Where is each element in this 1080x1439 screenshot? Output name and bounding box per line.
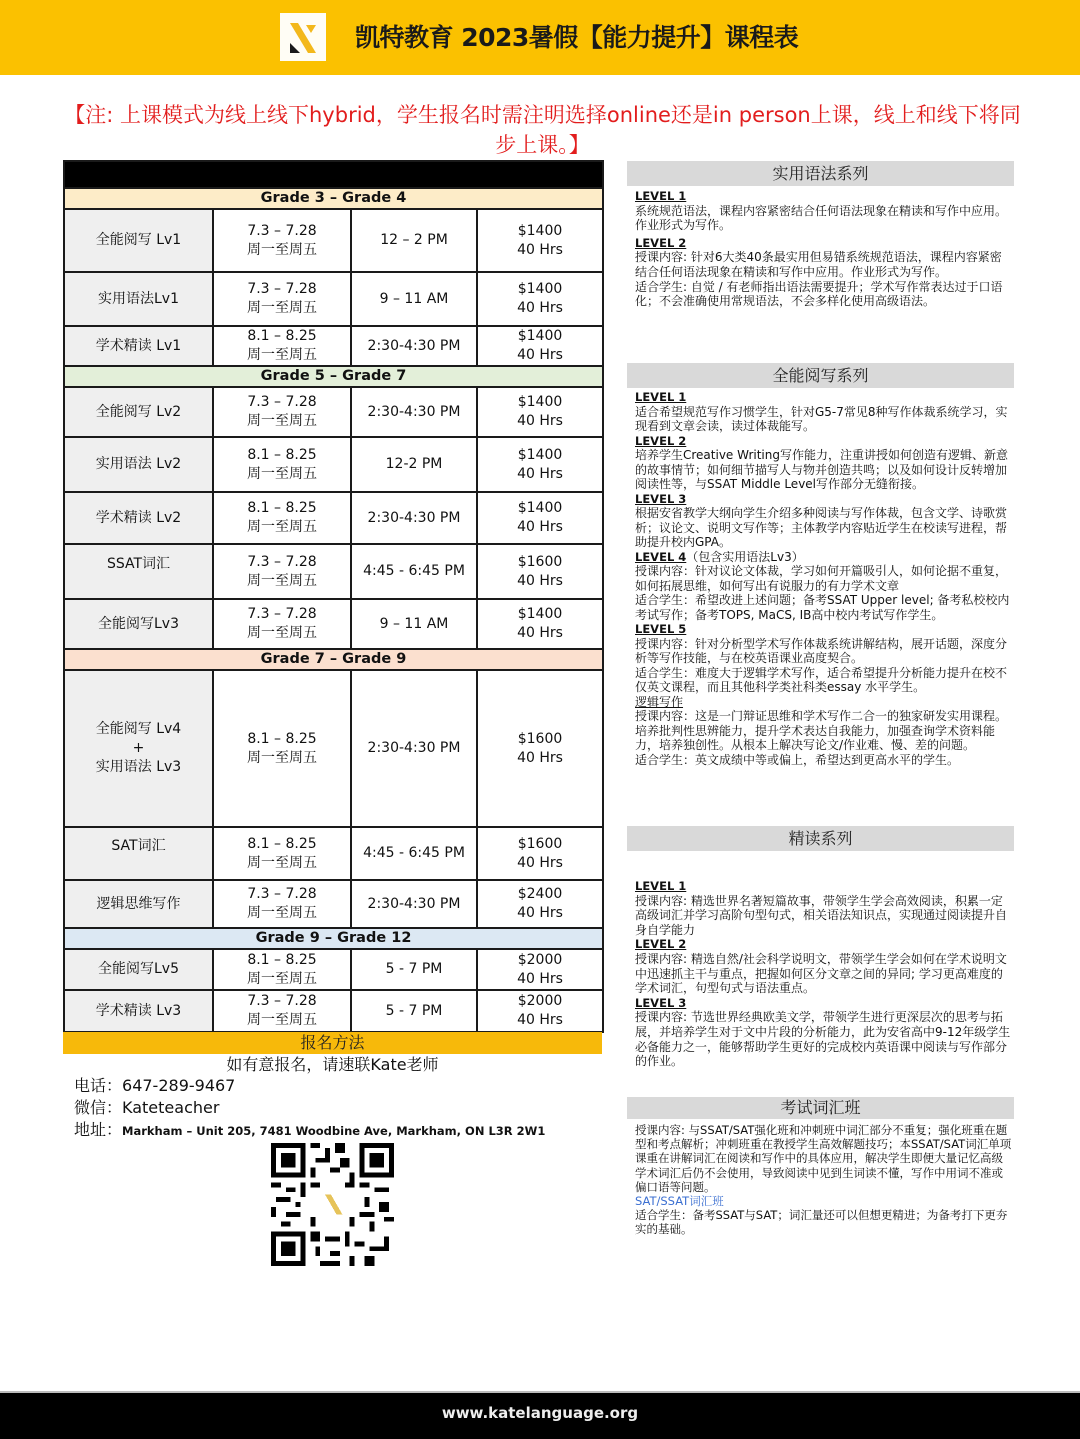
level-description: 授课内容：针对分析型学术写作体裁系统讲解结构，展开话题，深度分析等写作技能，与在校英语课业高度契合。 [635,636,1008,665]
course-name: SSAT词汇 [64,544,213,599]
level-description: 授课内容: 精选自然/社会科学说明文，带领学生学会如何在学术说明文中迅速抓主干与重点，把握如何区分文章之间的异同; 学习更高难度的学术词汇，句型句式与语法重点。 [635,951,1007,996]
course-dates: 8.1 – 8.25 周一至周五 [213,492,351,544]
level-label: LEVEL 1 [635,879,687,893]
phone-number[interactable]: 647-289-9467 [122,1076,236,1095]
course-time: 2:30-4:30 PM [351,326,477,366]
level-description: 系统规范语法，课程内容紧密结合任何语法现象在精读和写作中应用。作业形式为写作。 [635,203,1008,233]
table-row [64,209,603,272]
contact-wechat: 微信：Kateteacher [74,1098,220,1117]
grade-header: Grade 3 – Grade 4 [64,188,603,209]
table-row [64,272,603,326]
course-time: 9 – 11 AM [351,272,477,326]
course-time: 9 – 11 AM [351,599,477,649]
contact-address: 地址：Markham – Unit 205, 7481 Woodbine Ave, Markham, ON L3R 2W1 [74,1120,546,1139]
table-row [64,827,603,880]
enroll-instruction: 如有意报名，请速联Kate老师 [226,1055,439,1074]
course-price: $2000 40 Hrs [477,990,603,1032]
course-time: 4:45 - 6:45 PM [351,544,477,599]
course-time: 2:30-4:30 PM [351,670,477,827]
course-dates: 8.1 – 8.25 周一至周五 [213,670,351,827]
level-description: 授课内容：这是一门辩证思维和学术写作二合一的独家研发实用课程。培养批判性思辨能力，提升学术表达自我能力，加强查询学术资料能力，培养独创性。从根本上解决写论文/作业难、慢、差的问题。 [635,709,1008,752]
schedule-table [63,160,604,1033]
course-time: 5 - 7 PM [351,990,477,1032]
course-name: SAT词汇 [64,827,213,880]
course-time: 5 - 7 PM [351,949,477,990]
level-label: LEVEL 5 [635,622,687,636]
course-dates: 7.3 – 7.28 周一至周五 [213,599,351,649]
course-price: $2000 40 Hrs [477,949,603,990]
vocab-class [627,1097,1014,1237]
enroll-heading: 报名方法 [63,1032,602,1054]
course-name: 全能阅写 Lv2 [64,387,213,437]
course-name: 全能阅写 Lv4 + 实用语法 Lv3 [64,670,213,827]
level-suitable: 适合学生：难度大于逻辑学术写作，适合希望提升分析能力提升在校不仅英文课程，而且其他科学类社科类essay 水平学生。 [635,665,1008,694]
grade-header: Grade 5 – Grade 7 [64,366,603,387]
course-dates: 8.1 – 8.25 周一至周五 [213,437,351,492]
hybrid-notice: 【注: 上课模式为线上线下hybrid，学生报名时需注明选择online还是in person上课，线上和线下将同步上课。】 [64,103,1021,157]
course-price: $1600 40 Hrs [477,544,603,599]
course-price: $1400 40 Hrs [477,209,603,272]
course-name: 学术精读 Lv2 [64,492,213,544]
course-price: $1600 40 Hrs [477,670,603,827]
level-label: LEVEL 1 [635,390,687,404]
course-price: $1400 40 Hrs [477,272,603,326]
course-time: 2:30-4:30 PM [351,492,477,544]
course-name: 实用语法Lv1 [64,272,213,326]
course-dates: 7.3 – 7.28 周一至周五 [213,387,351,437]
footer-bar [0,1391,1080,1439]
section-heading: 实用语法系列 [627,161,1014,186]
level-suitable: 适合学生：英文成绩中等或偏上，希望达到更高水平的学生。 [635,752,960,767]
vocab-class-link[interactable]: SAT/SSAT词汇班 [635,1194,724,1209]
level-description: 培养学生Creative Writing写作能力，注重讲授如何创造有逻辑、新意的故事情节；如何细节描写人与物并创造共鸣；以及如何设计反转增加阅读性等，与SSAT Middle Level写作部分无缝衔接。 [635,448,1008,491]
course-dates: 8.1 – 8.25 周一至周五 [213,827,351,880]
table-row [64,990,603,1032]
course-price: $1400 40 Hrs [477,599,603,649]
header-bar [0,0,1080,75]
table-row [64,880,603,928]
address-text: Markham – Unit 205, 7481 Woodbine Ave, Markham, ON L3R 2W1 [122,1124,546,1138]
course-name: 逻辑思维写作 [64,880,213,928]
level-description: 适合希望规范写作习惯学生，针对G5-7常见8种写作体裁系统学习，实现看到文章会读，读过体裁能写。 [635,404,1008,433]
table-row [64,670,603,827]
course-dates: 8.1 – 8.25 周一至周五 [213,326,351,366]
level-description: 授课内容: 针对6大类40条最实用但易错系统规范语法，课程内容紧密结合任何语法现象在精读和写作中应用。作业形式为写作。 [635,250,1002,279]
grade-header: Grade 7 – Grade 9 [64,649,603,670]
table-row [64,437,603,492]
course-name: 学术精读 Lv1 [64,326,213,366]
level-label: LEVEL 1 [635,189,687,203]
course-name: 全能阅写 Lv1 [64,209,213,272]
course-dates: 8.1 – 8.25 周一至周五 [213,949,351,990]
level-description: 授课内容: 节选世界经典欧美文学，带领学生进行更深层次的思考与拓展，并培养学生对于文中片段的分析能力，此为安省高中9-12年级学生必备能力之一，能够帮助学生更好的完成校内英语课中阅读与写作部分的作业。 [635,1010,1011,1069]
level-description: 授课内容: 精选世界名著短篇故事，带领学生学会高效阅读，积累一定高级词汇并学习高阶句型句式，相关语法知识点，实现通过阅读提升自身自学能力 [635,893,1008,937]
course-time: 4:45 - 6:45 PM [351,827,477,880]
level-label-row: LEVEL 4（包含实用语法Lv3） [635,549,804,564]
course-dates: 7.3 – 7.28 周一至周五 [213,880,351,928]
course-price: $1400 40 Hrs [477,492,603,544]
course-dates: 7.3 – 7.28 周一至周五 [213,990,351,1032]
course-time: 12-2 PM [351,437,477,492]
level-label: 逻辑写作 [635,694,684,709]
level-description: 授课内容：针对议论文体裁，学习如何开篇吸引人，如何论据不重复，如何拓展思维，如何写出有说服力的有力学术文章 [635,564,1008,593]
page-title: 凯特教育 2023暑假【能力提升】课程表 [355,23,799,52]
course-price: $2400 40 Hrs [477,880,603,928]
level-label: LEVEL 2 [635,235,687,250]
level-label: LEVEL 2 [635,433,687,448]
contact-phone: 电话：647-289-9467 [74,1076,236,1095]
course-time: 2:30-4:30 PM [351,880,477,928]
course-name: 实用语法 Lv2 [64,437,213,492]
website-link[interactable]: www.katelanguage.org [441,1404,639,1422]
course-name: 全能阅写Lv3 [64,599,213,649]
wechat-id: Kateteacher [122,1098,220,1117]
table-row [64,544,603,599]
table-header-bar [64,161,603,188]
level-label: LEVEL 2 [635,937,687,952]
intensive-reading-series [627,826,1014,1069]
table-row [64,599,603,649]
table-row [64,326,603,366]
course-price: $1400 40 Hrs [477,326,603,366]
table-row [64,492,603,544]
reading-writing-series [627,363,1014,767]
grade-header: Grade 9 – Grade 12 [64,928,603,949]
course-price: $1600 40 Hrs [477,827,603,880]
level-description: 根据安省教学大纲向学生介绍多种阅读与写作体裁，包含文学、诗歌赏析；议论文、说明文写作等；主体教学内容贴近学生在校读写进程，帮助提升校内GPA。 [635,506,1008,549]
course-price: $1400 40 Hrs [477,437,603,492]
table-row [64,949,603,990]
vocab-description: 授课内容: 与SSAT/SAT强化班和冲刺班中词汇部分不重复；强化班重在题型和考点解析；冲刺班重在教授学生高效解题技巧；本SSAT/SAT词汇单项课重在讲解词汇在阅读和写作中的具体应用，解决学生即便大量记忆高级学术词汇后仍不会使用，导致阅读中见到生词读不懂，写作中用词不准或偏口语等问题。 [635,1123,1012,1194]
grammar-series [627,161,1014,309]
course-dates: 7.3 – 7.28 周一至周五 [213,272,351,326]
level-label: LEVEL 3 [635,491,687,506]
vocab-suitable: 适合学生：备考SSAT与SAT；词汇量还可以但想更精进；为备考打下更夯实的基础。 [635,1208,1008,1237]
section-heading: 全能阅写系列 [627,363,1014,388]
course-time: 2:30-4:30 PM [351,387,477,437]
course-time: 12 – 2 PM [351,209,477,272]
section-heading: 考试词汇班 [627,1097,1014,1119]
course-dates: 7.3 – 7.28 周一至周五 [213,544,351,599]
level-suitable: 适合学生: 自觉 / 有老师指出语法需要提升；学术写作常表达过于口语化；不会准确使用常规语法，不会多样化使用高级语法。 [635,279,1003,309]
course-name: 全能阅写Lv5 [64,949,213,990]
course-dates: 7.3 – 7.28 周一至周五 [213,209,351,272]
kate-education-logo-icon [280,13,326,61]
section-heading: 精读系列 [627,826,1014,851]
wechat-qr-code-icon [271,1143,394,1266]
course-name: 学术精读 Lv3 [64,990,213,1032]
level-label: LEVEL 3 [635,995,687,1010]
course-price: $1400 40 Hrs [477,387,603,437]
level-suitable: 适合学生：希望改进上述问题；备考SSAT Upper level; 备考私校校内考试写作；备考TOPS, MaCS, IB高中校内考试写作学生。 [635,593,1010,622]
table-row [64,387,603,437]
